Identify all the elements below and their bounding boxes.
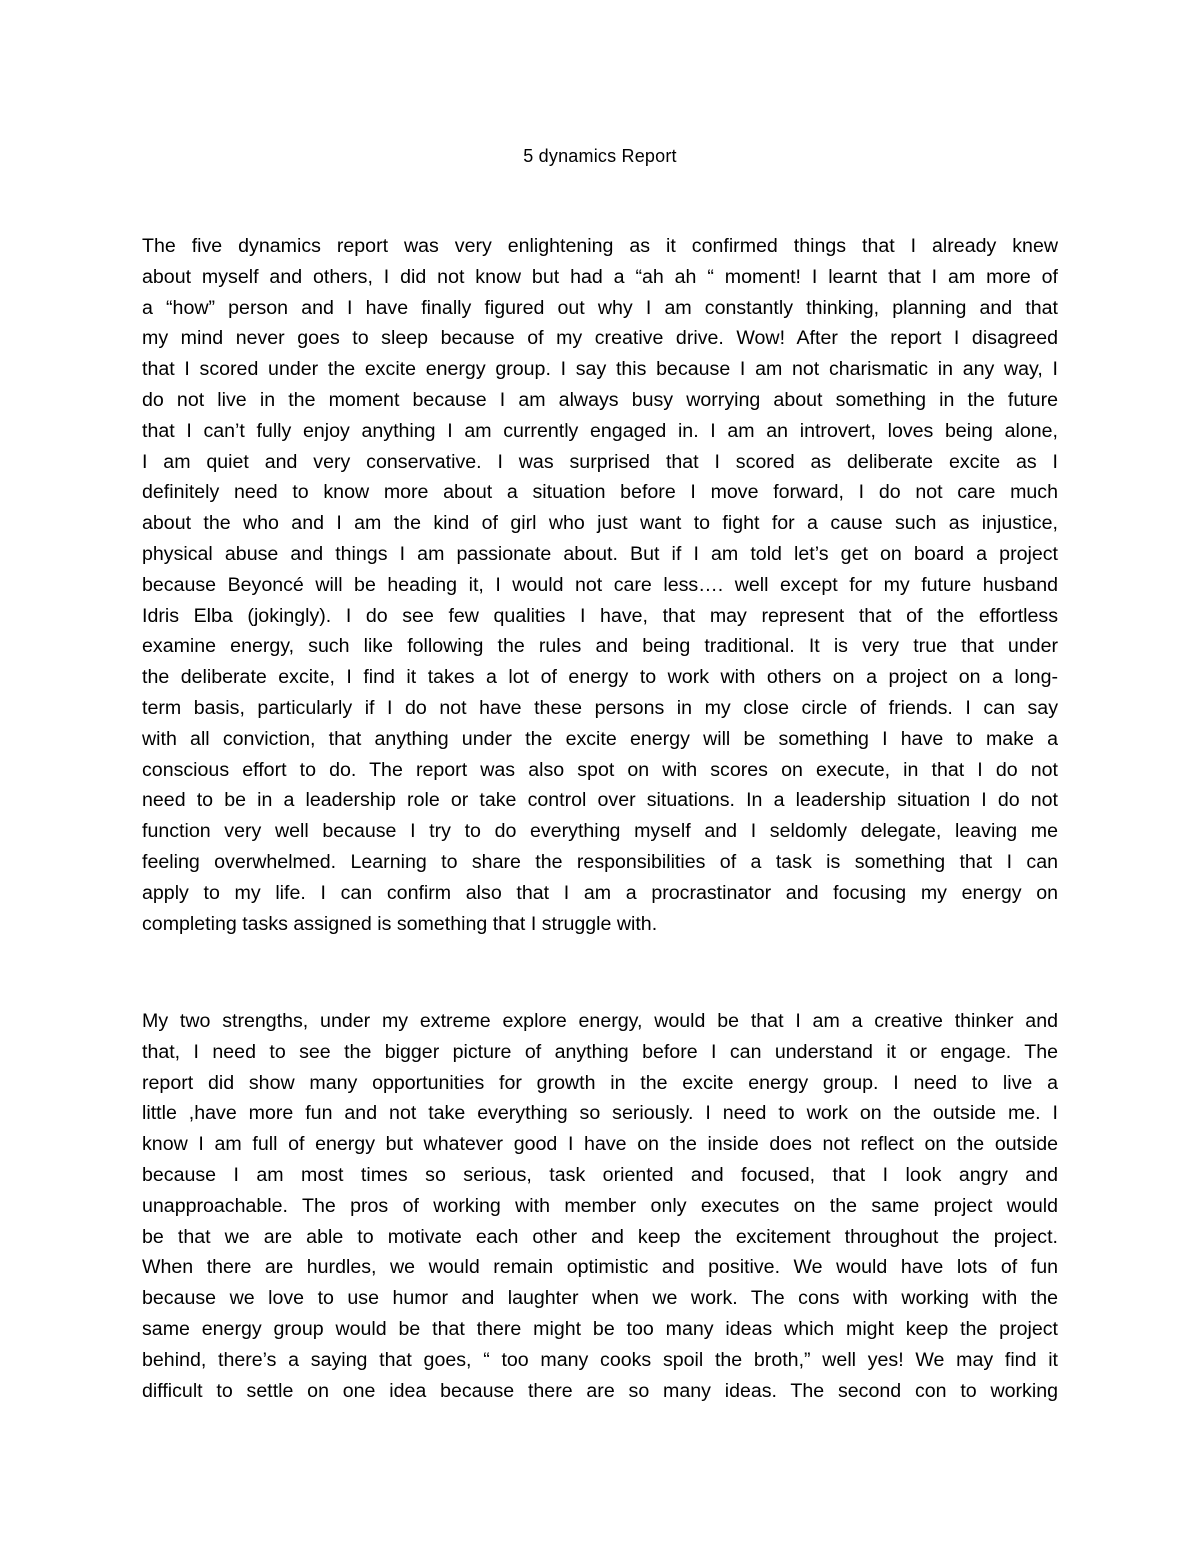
text-line: difficult to settle on one idea because there are so many ideas. The second con to working [142, 1379, 1058, 1402]
text-line: a “how” person and I have finally figured out why I am constantly thinking, planning and that [142, 296, 1058, 319]
text-line: my mind never goes to sleep because of my creative drive. Wow! After the report I disagreed [142, 327, 1058, 350]
text-line: that I scored under the excite energy group. I say this because I am not charismatic in any way, I [142, 358, 1058, 381]
text-line: examine energy, such like following the rules and being traditional. It is very true that under [142, 635, 1058, 658]
text-line: know I am full of energy but whatever good I have on the inside does not reflect on the outside [142, 1133, 1058, 1156]
text-line: the deliberate excite, I find it takes a lot of energy to work with others on a project on a long- [142, 666, 1058, 689]
text-line: feeling overwhelmed. Learning to share the responsibilities of a task is something that I can [142, 850, 1058, 873]
text-line: I am quiet and very conservative. I was surprised that I scored as deliberate excite as I [142, 450, 1058, 473]
text-line: The five dynamics report was very enlightening as it confirmed things that I already knew [142, 235, 1058, 257]
text-line: because I am most times so serious, task oriented and focused, that I look angry and [142, 1163, 1058, 1186]
text-line: physical abuse and things I am passionate about. But if I am told let’s get on board a project [142, 542, 1058, 565]
text-line: about the who and I am the kind of girl who just want to fight for a cause such as injustice, [142, 512, 1058, 535]
text-line: that I can’t fully enjoy anything I am currently engaged in. I am an introvert, loves being alone, [142, 419, 1058, 442]
text-line: My two strengths, under my extreme explore energy, would be that I am a creative thinker and [142, 1010, 1058, 1032]
text-line: definitely need to know more about a situation before I move forward, I do not care much [142, 481, 1058, 504]
text-line: that, I need to see the bigger picture of anything before I can understand it or engage. The [142, 1040, 1058, 1063]
paragraph-2 [142, 1006, 1058, 1406]
text-line: function very well because I try to do everything myself and I seldomly delegate, leaving me [142, 820, 1058, 843]
text-line: about myself and others, I did not know but had a “ah ah “ moment! I learnt that I am more of [142, 265, 1058, 288]
text-line: Idris Elba (jokingly). I do see few qualities I have, that may represent that of the effortless [142, 604, 1058, 627]
document-title: 5 dynamics Report [523, 146, 677, 166]
text-line: unapproachable. The pros of working with member only executes on the same project would [142, 1194, 1058, 1217]
text-line: conscious effort to do. The report was also spot on with scores on execute, in that I do not [142, 758, 1058, 781]
text-line: report did show many opportunities for growth in the excite energy group. I need to live a [142, 1071, 1058, 1094]
text-line: because Beyoncé will be heading it, I would not care less…. well except for my future husband [142, 573, 1058, 596]
text-line: with all conviction, that anything under the excite energy will be something I have to make a [142, 727, 1058, 750]
text-line: be that we are able to motivate each other and keep the excitement throughout the project. [142, 1225, 1058, 1248]
text-line: need to be in a leadership role or take control over situations. In a leadership situation I do not [142, 789, 1058, 812]
text-line: little ,have more fun and not take everything so seriously. I need to work on the outside me. I [142, 1102, 1058, 1125]
text-line: term basis, particularly if I do not have these persons in my close circle of friends. I can say [142, 696, 1058, 719]
text-line: do not live in the moment because I am always busy worrying about something in the future [142, 388, 1058, 411]
text-line: When there are hurdles, we would remain optimistic and positive. We would have lots of fun [142, 1256, 1058, 1279]
text-line: same energy group would be that there might be too many ideas which might keep the project [142, 1317, 1058, 1340]
text-line: completing tasks assigned is something that I struggle with. [142, 912, 658, 935]
text-line: because we love to use humor and laughter when we work. The cons with working with the [142, 1287, 1058, 1310]
text-line: behind, there’s a saying that goes, “ too many cooks spoil the broth,” well yes! We may find it [142, 1348, 1058, 1371]
text-line: apply to my life. I can confirm also that I am a procrastinator and focusing my energy on [142, 881, 1058, 904]
paragraph-1 [142, 231, 1058, 939]
